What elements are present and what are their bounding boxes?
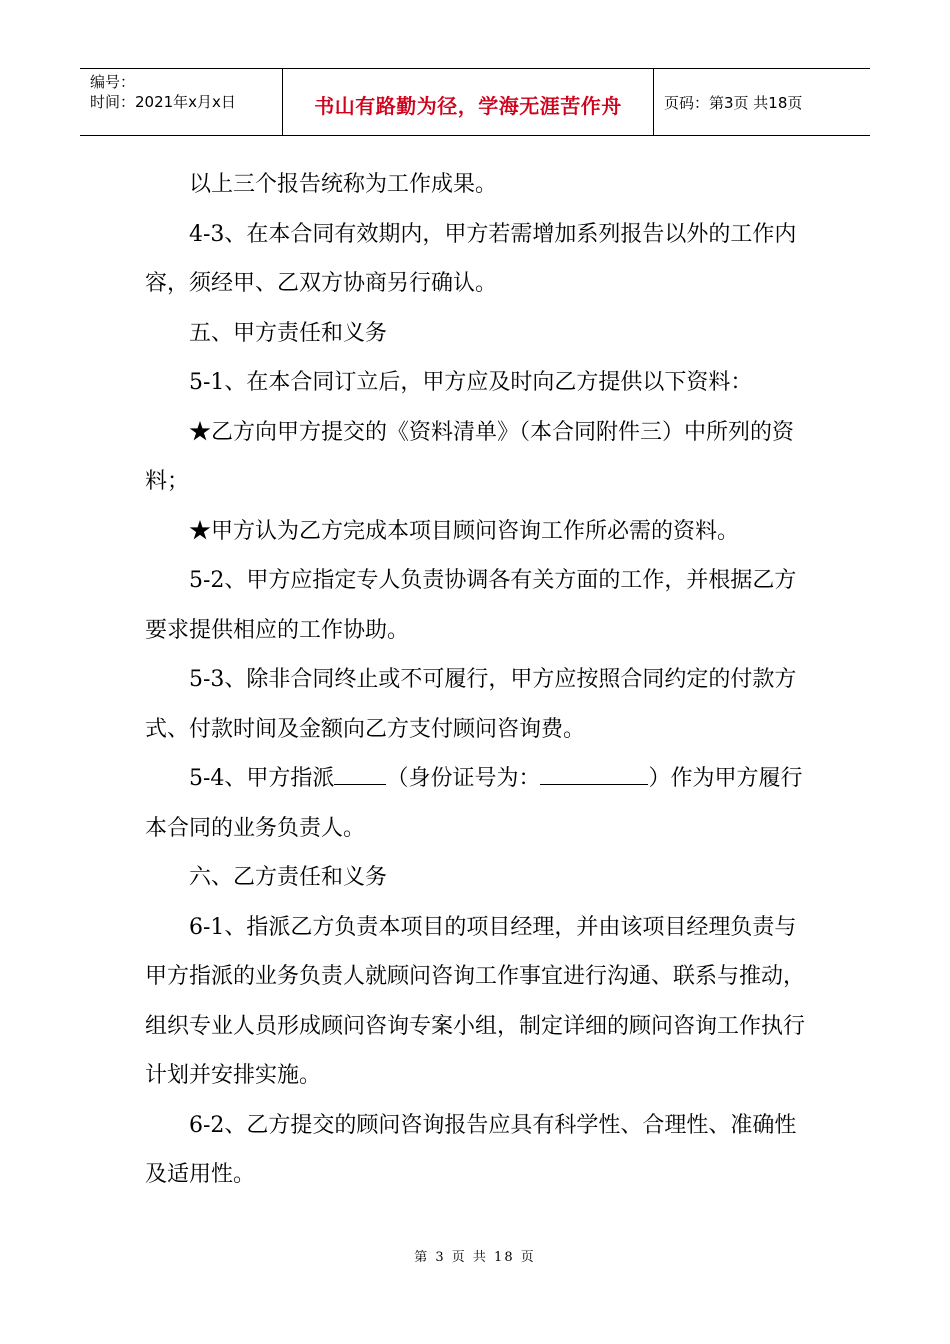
page-footer: 第 3 页 共 18 页 [414,1250,536,1265]
document-body [145,160,810,1200]
header-page-info [654,69,870,135]
document-number: 编号： [90,73,136,91]
paragraph-5-4 [145,754,810,853]
paragraph: 4-3、在本合同有效期内，甲方若需增加系列报告以外的工作内容，须经甲、乙双方协商另行确认。 [145,221,797,296]
section-heading: 五、甲方责任和义务 [189,320,388,346]
header-table [80,68,870,136]
document-date: 时间：2021年x月x日 [90,93,236,111]
paragraph-5-4-part1: 5-4、甲方指派 [189,766,335,791]
paragraph-5-4-part2: （身份证号为： [386,766,541,791]
paragraph-5-4-part3: ）作为甲方履行本合同的业务负责人。 [145,766,803,841]
paragraph: 5-3、除非合同终止或不可履行，甲方应按照合同约定的付款方式、付款时间及金额向乙方支付顾问咨询费。 [145,667,797,742]
paragraph: 6-2、乙方提交的顾问咨询报告应具有科学性、合理性、准确性及适用性。 [145,1112,797,1187]
name-blank [334,762,386,785]
paragraph: 6-1、指派乙方负责本项目的项目经理，并由该项目经理负责与甲方指派的业务负责人就顾问咨询工作事宜进行沟通、联系与推动，组织专业人员形成顾问咨询专案小组，制定详细的顾问咨询工作执行计划并安排实施。 [145,914,806,1088]
bullet-item: ★乙方向甲方提交的《资料清单》（本合同附件三）中所列的资料； [145,419,795,494]
header-motto-cell [282,69,654,135]
header-page-number: 页码：第3页 共18页 [664,93,803,112]
paragraph: 5-1、在本合同订立后，甲方应及时向乙方提供以下资料： [189,370,753,395]
bullet-item: ★甲方认为乙方完成本项目顾问咨询工作所必需的资料。 [189,518,740,544]
id-number-blank [540,762,648,785]
header-motto: 书山有路勤为径，学海无涯苦作舟 [314,93,622,118]
section-heading: 六、乙方责任和义务 [189,865,388,890]
header-meta [80,69,282,135]
paragraph: 5-2、甲方应指定专人负责协调各有关方面的工作，并根据乙方要求提供相应的工作协助。 [145,568,797,643]
paragraph: 以上三个报告统称为工作成果。 [189,172,498,197]
